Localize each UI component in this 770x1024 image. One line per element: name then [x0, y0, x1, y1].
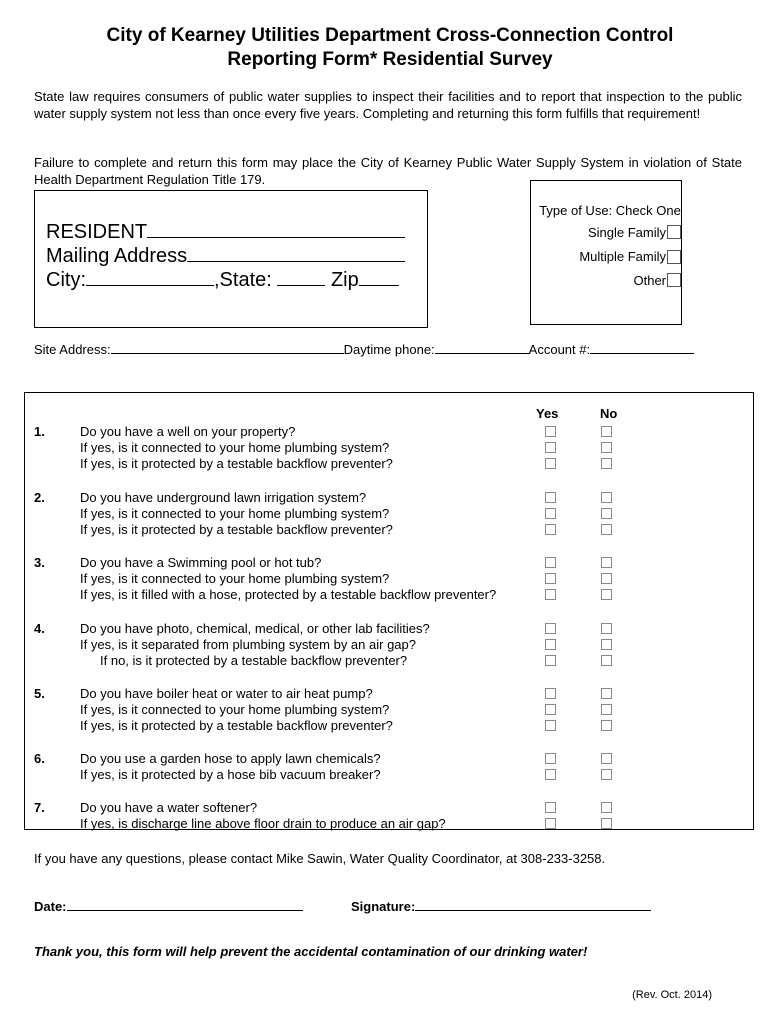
sub-question-text: If yes, is it filled with a hose, protected by a testable backflow preventer? [80, 587, 497, 602]
use-option-single-family: Single Family [587, 225, 666, 240]
sub-question-text: If yes, is discharge line above floor drain to produce an air gap? [80, 816, 446, 831]
no-checkbox[interactable] [601, 524, 612, 535]
question-text: Do you have boiler heat or water to air heat pump? [80, 686, 373, 701]
zip-field[interactable] [359, 267, 399, 286]
yes-checkbox[interactable] [545, 753, 556, 764]
question-number: 6. [34, 751, 45, 766]
contact-text: If you have any questions, please contact Mike Sawin, Water Quality Coordinator, at 308-233-3258. [34, 851, 606, 866]
no-checkbox[interactable] [601, 769, 612, 780]
no-checkbox[interactable] [601, 688, 612, 699]
no-checkbox[interactable] [601, 720, 612, 731]
sub-question-text: If yes, is it connected to your home plumbing system? [80, 440, 390, 455]
site-address-field[interactable] [111, 341, 344, 354]
mailing-address-field[interactable] [187, 243, 405, 262]
no-checkbox[interactable] [601, 818, 612, 829]
yes-checkbox[interactable] [545, 458, 556, 469]
no-checkbox[interactable] [601, 704, 612, 715]
type-of-use-title: Type of Use: Check One [539, 203, 681, 218]
question-number: 1. [34, 424, 45, 439]
yes-checkbox[interactable] [545, 688, 556, 699]
no-checkbox[interactable] [601, 753, 612, 764]
yes-checkbox[interactable] [545, 589, 556, 600]
multiple-family-checkbox[interactable] [667, 250, 681, 264]
yes-checkbox[interactable] [545, 508, 556, 519]
no-checkbox[interactable] [601, 442, 612, 453]
sub-question-text: If yes, is it protected by a testable backflow preventer? [80, 718, 393, 733]
state-label: ,State: [214, 269, 272, 291]
no-checkbox[interactable] [601, 589, 612, 600]
yes-checkbox[interactable] [545, 573, 556, 584]
sub-question-text: If no, is it protected by a testable backflow preventer? [100, 653, 408, 668]
date-row [34, 898, 303, 914]
question-number: 3. [34, 555, 45, 570]
use-option-other: Other [633, 273, 666, 288]
sub-question-text: If yes, is it connected to your home plumbing system? [80, 702, 390, 717]
mailing-address-label: Mailing Address [46, 245, 188, 267]
resident-row [46, 219, 405, 244]
yes-checkbox[interactable] [545, 623, 556, 634]
no-checkbox[interactable] [601, 802, 612, 813]
site-address-label: Site Address: [34, 342, 111, 357]
no-checkbox[interactable] [601, 573, 612, 584]
yes-checkbox[interactable] [545, 492, 556, 503]
question-number: 2. [34, 490, 45, 505]
revision-label: (Rev. Oct. 2014) [632, 989, 712, 1001]
no-checkbox[interactable] [601, 655, 612, 666]
question-text: Do you have a well on your property? [80, 424, 296, 439]
thank-you-note: Thank you, this form will help prevent the accidental contamination of our drinking water! [34, 944, 588, 959]
question-number: 4. [34, 621, 45, 636]
no-checkbox[interactable] [601, 492, 612, 503]
sub-question-text: If yes, is it protected by a testable backflow preventer? [80, 522, 393, 537]
no-checkbox[interactable] [601, 458, 612, 469]
question-number: 5. [34, 686, 45, 701]
use-option-multiple-family: Multiple Family [579, 249, 666, 264]
sub-question-text: If yes, is it separated from plumbing system by an air gap? [80, 637, 416, 652]
yes-checkbox[interactable] [545, 524, 556, 535]
date-field[interactable] [67, 898, 303, 911]
no-checkbox[interactable] [601, 557, 612, 568]
mailing-address-row [46, 243, 405, 268]
resident-field[interactable] [147, 219, 405, 238]
site-info-row [34, 341, 694, 357]
yes-checkbox[interactable] [545, 704, 556, 715]
signature-row [351, 898, 651, 914]
sub-question-text: If yes, is it protected by a hose bib vacuum breaker? [80, 767, 381, 782]
city-label: City: [46, 269, 86, 291]
city-field[interactable] [86, 267, 214, 286]
question-text: Do you have photo, chemical, medical, or other lab facilities? [80, 621, 430, 636]
signature-label: Signature: [351, 899, 416, 914]
form-title [40, 24, 740, 72]
no-checkbox[interactable] [601, 426, 612, 437]
no-checkbox[interactable] [601, 508, 612, 519]
signature-field[interactable] [415, 898, 651, 911]
state-field[interactable] [277, 267, 325, 286]
yes-checkbox[interactable] [545, 655, 556, 666]
resident-label: RESIDENT [46, 221, 148, 243]
intro-paragraph-1: State law requires consumers of public water supplies to inspect their facilities and to report that inspection to the public water supply system not less than once every five years. Completing and returning this form fulfills that requirement! [34, 89, 742, 121]
title-line-1: City of Kearney Utilities Department Cross-Connection Control [106, 25, 674, 46]
single-family-checkbox[interactable] [667, 225, 681, 239]
sub-question-text: If yes, is it protected by a testable backflow preventer? [80, 456, 393, 471]
question-text: Do you have underground lawn irrigation system? [80, 490, 367, 505]
title-line-2: Reporting Form* Residential Survey [227, 49, 553, 70]
account-field[interactable] [590, 341, 694, 354]
no-column-header: No [600, 406, 618, 421]
yes-column-header: Yes [536, 406, 559, 421]
zip-label: Zip [330, 269, 359, 291]
city-state-zip-row [46, 267, 399, 292]
yes-checkbox[interactable] [545, 818, 556, 829]
yes-checkbox[interactable] [545, 720, 556, 731]
yes-checkbox[interactable] [545, 557, 556, 568]
yes-checkbox[interactable] [545, 639, 556, 650]
sub-question-text: If yes, is it connected to your home plumbing system? [80, 506, 390, 521]
sub-question-text: If yes, is it connected to your home plumbing system? [80, 571, 390, 586]
question-number: 7. [34, 800, 45, 815]
date-label: Date: [34, 899, 67, 914]
intro-paragraph-2: Failure to complete and return this form may place the City of Kearney Public Water Supply System in violation of State Health Department Regulation Title 179. [34, 155, 742, 187]
yes-checkbox[interactable] [545, 426, 556, 437]
daytime-phone-field[interactable] [435, 341, 529, 354]
question-text: Do you have a Swimming pool or hot tub? [80, 555, 322, 570]
yes-checkbox[interactable] [545, 442, 556, 453]
no-checkbox[interactable] [601, 623, 612, 634]
yes-checkbox[interactable] [545, 802, 556, 813]
other-checkbox[interactable] [667, 273, 681, 287]
yes-checkbox[interactable] [545, 769, 556, 780]
daytime-phone-label: Daytime phone: [343, 342, 435, 357]
no-checkbox[interactable] [601, 639, 612, 650]
account-label: Account #: [528, 342, 591, 357]
question-text: Do you have a water softener? [80, 800, 258, 815]
question-text: Do you use a garden hose to apply lawn chemicals? [80, 751, 381, 766]
